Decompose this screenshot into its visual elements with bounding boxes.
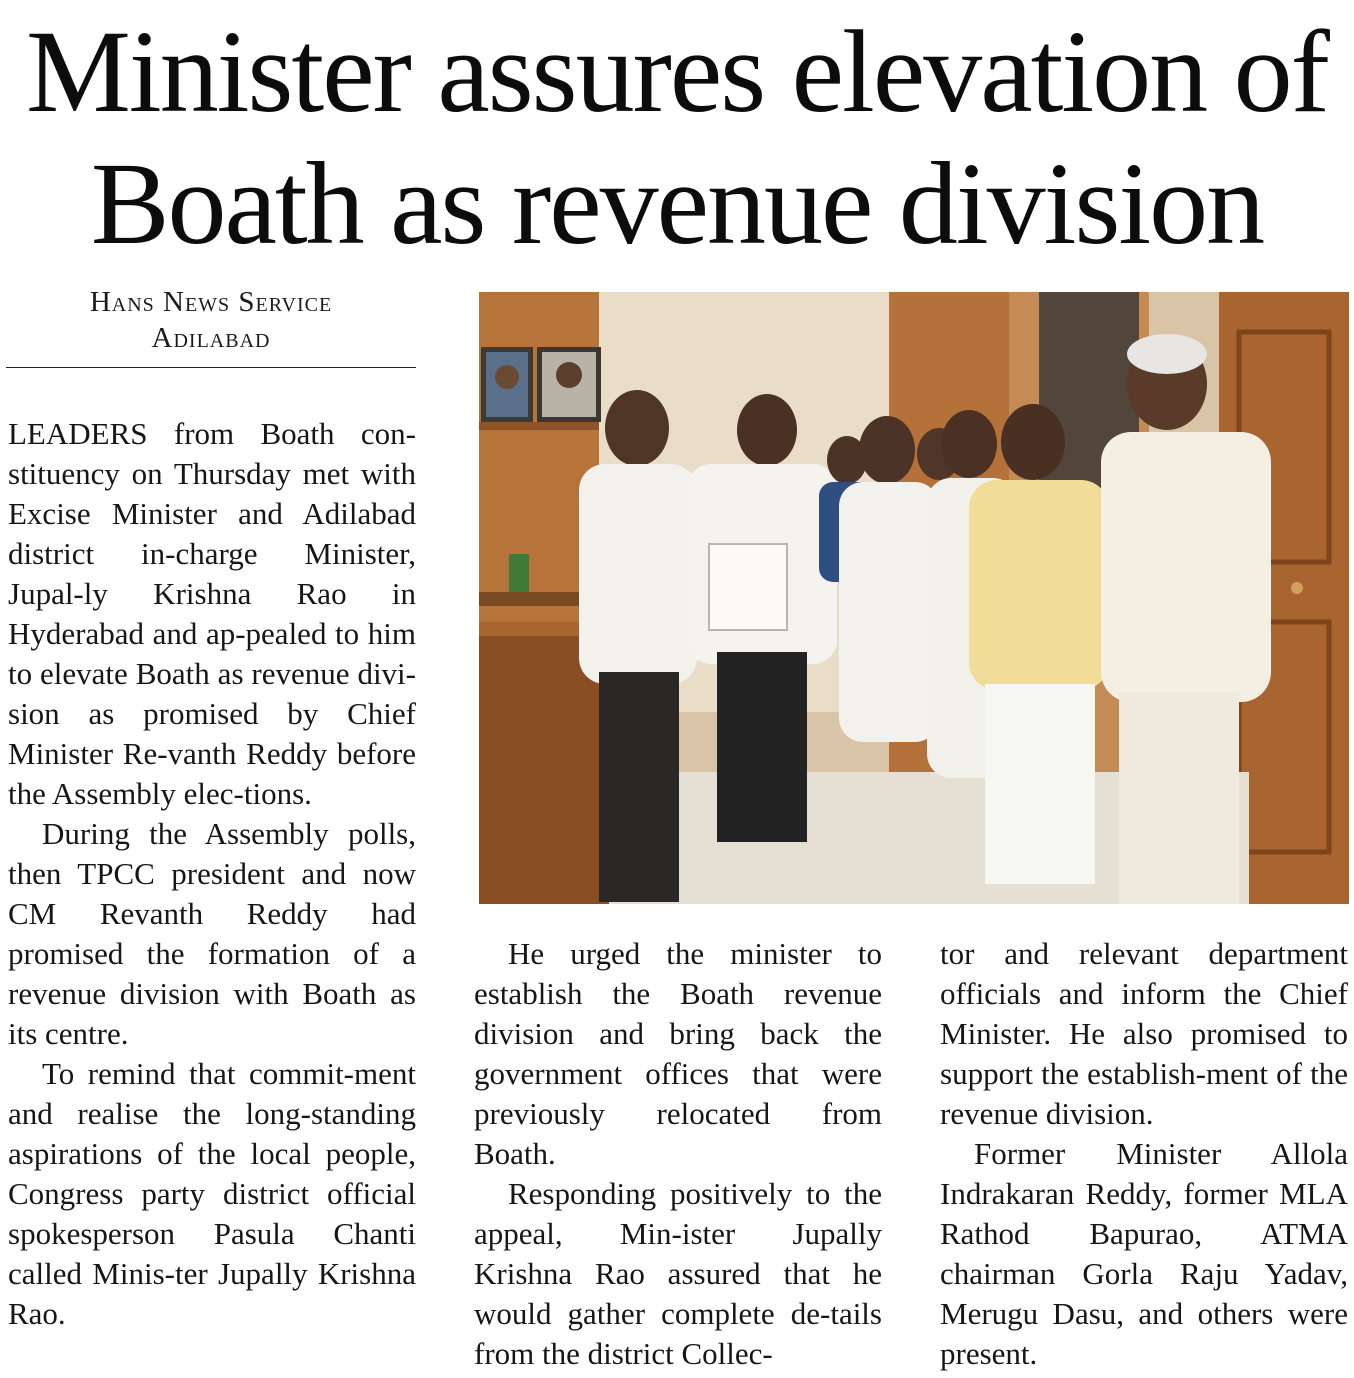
article-column-2 — [474, 934, 882, 1374]
paragraph: He urged the minister to establish the Boath revenue division and bring back the government offices that were previously relocated from Boath. — [474, 936, 882, 1171]
byline-agency: Hans News Service — [89, 286, 333, 318]
paragraph: tor and relevant department officials and inform the Chief Minister. He also promised to support the establish-ment of the revenue division. — [940, 936, 1348, 1131]
byline — [6, 284, 416, 356]
paragraph: Former Minister Allola Indrakaran Reddy, former MLA Rathod Bapurao, ATMA chairman Gorla Raju Yadav, Merugu Dasu, and others were present. — [940, 1136, 1348, 1371]
byline-divider — [6, 367, 416, 368]
headline-line-2: Boath as revenue division — [90, 138, 1264, 269]
paragraph: During the Assembly polls, then TPCC president and now CM Revanth Reddy had promised the formation of a revenue division with Boath as its centre. — [8, 816, 416, 1051]
news-photo — [479, 292, 1349, 904]
byline-place: Adilabad — [151, 322, 271, 354]
article-column-1 — [8, 414, 416, 1334]
paragraph: Responding positively to the appeal, Min-ister Jupally Krishna Rao assured that he would gather complete de-tails from the district Collec- — [474, 1176, 882, 1371]
paragraph: LEADERS from Boath con-stituency on Thursday met with Excise Minister and Adilabad district in-charge Minister, Jupal-ly Krishna Rao in Hyderabad and ap-pealed to him to elevate Boath as revenue divi-sion as promised by Chief Minister Re-vanth Reddy before the Assembly elec-tions. — [8, 416, 416, 811]
article-column-3 — [940, 934, 1348, 1374]
headline-line-1: Minister assures elevation of — [26, 6, 1328, 137]
headline — [0, 6, 1354, 270]
paragraph: To remind that commit-ment and realise the long-standing aspirations of the local people, Congress party district official spokesperson Pasula Chanti called Minis-ter Jupally Krishna Rao. — [8, 1056, 416, 1331]
